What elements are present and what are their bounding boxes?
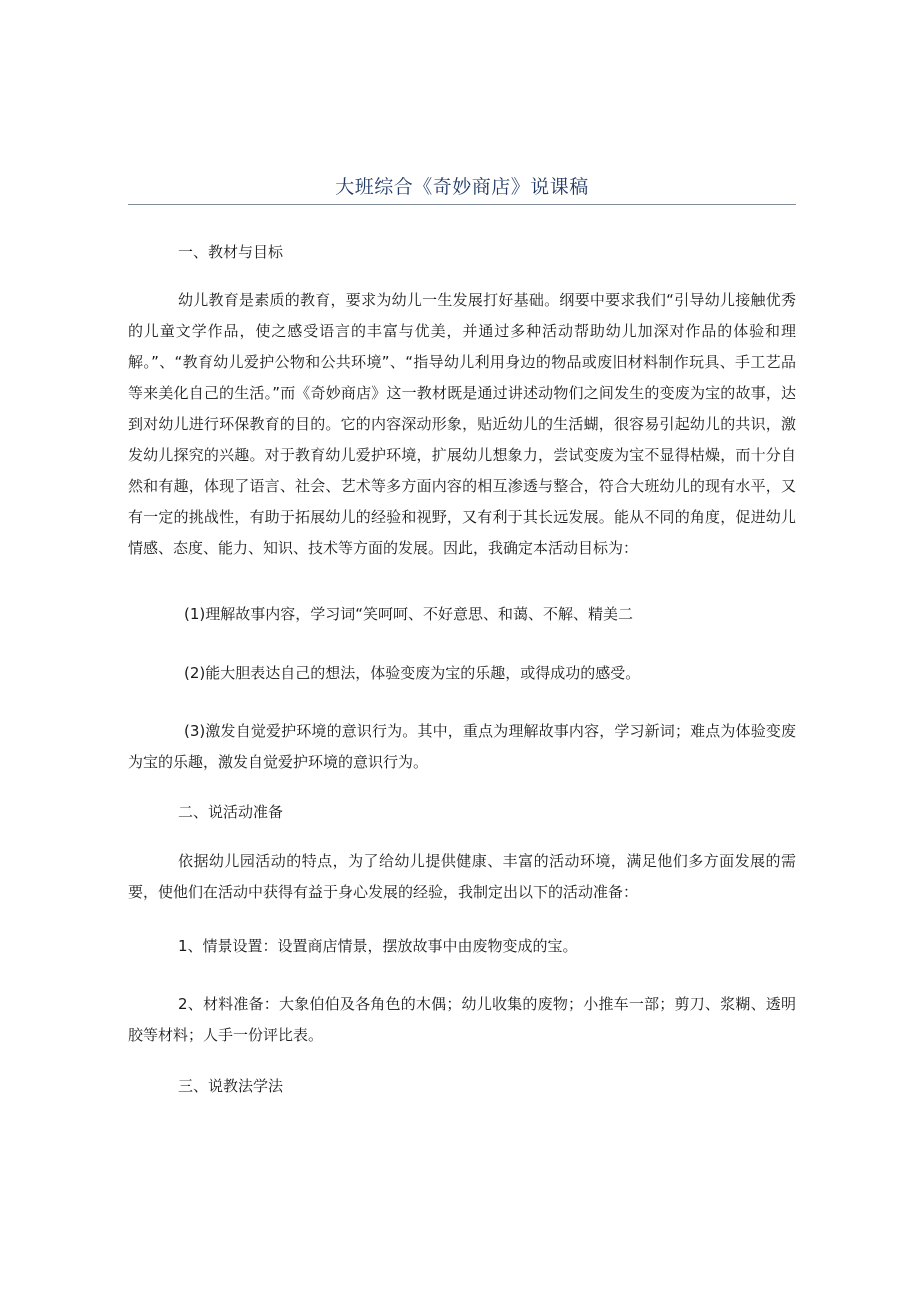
document-title: 大班综合《奇妙商店》说课稿 — [335, 176, 589, 198]
title-divider — [128, 204, 796, 205]
section-heading-materials-goals: 一、教材与目标 — [178, 243, 284, 261]
section-heading-preparation: 二、说活动准备 — [178, 803, 284, 821]
goal-item-1: (1)理解故事内容，学习词“笑呵呵、不好意思、和蔼、不解、精美二 — [184, 605, 634, 623]
section-paragraph-preparation: 依据幼儿园活动的特点，为了给幼儿提供健康、丰富的活动环境，满足他们多方面发展的需要，使他们在活动中获得有益于身心发展的经验，我制定出以下的活动准备： — [128, 852, 796, 901]
goal-item-2: (2)能大胆表达自己的想法，体验变废为宝的乐趣，或得成功的感受。 — [184, 664, 641, 682]
section-heading-methods: 三、说教法学法 — [178, 1077, 284, 1095]
goal-item-3: (3)激发自觉爱护环境的意识行为。其中，重点为理解故事内容，学习新词；难点为体验变废为宝的乐趣，激发自觉爱护环境的意识行为。 — [128, 722, 796, 771]
section-paragraph-materials: 幼儿教育是素质的教育，要求为幼儿一生发展打好基础。纲要中要求我们“引导幼儿接触优秀的儿童文学作品，使之感受语言的丰富与优美，并通过多种活动帮助幼儿加深对作品的体验和理解。”、“教育幼儿爱护公物和公共环境”、“指导幼儿利用身边的物品或废旧材料制作玩具、手工艺品等来美化自己的生活。”而《奇妙商店》这一教材既是通过讲述动物们之间发生的变废为宝的故事，达到对幼儿进行环保教育的目的。它的内容深动形象，贴近幼儿的生活蝴，很容易引起幼儿的共识，激发幼儿探究的兴趣。对于教育幼儿爱护环境，扩展幼儿想象力，尝试变废为宝不显得枯燥，而十分自然和有趣，体现了语言、社会、艺术等多方面内容的相互渗透与整合，符合大班幼儿的现有水平，又有一定的挑战性，有助于拓展幼儿的经验和视野，又有利于其长远发展。能从不同的角度，促进幼儿情感、态度、能力、知识、技术等方面的发展。因此，我确定本活动目标为： — [128, 291, 796, 557]
preparation-item-2: 2、材料准备：大象伯伯及各角色的木偶；幼儿收集的废物；小推车一部；剪刀、浆糊、透明胶等材料；人手一份评比表。 — [128, 995, 796, 1044]
preparation-item-1: 1、情景设置：设置商店情景，摆放故事中由废物变成的宝。 — [178, 937, 578, 955]
